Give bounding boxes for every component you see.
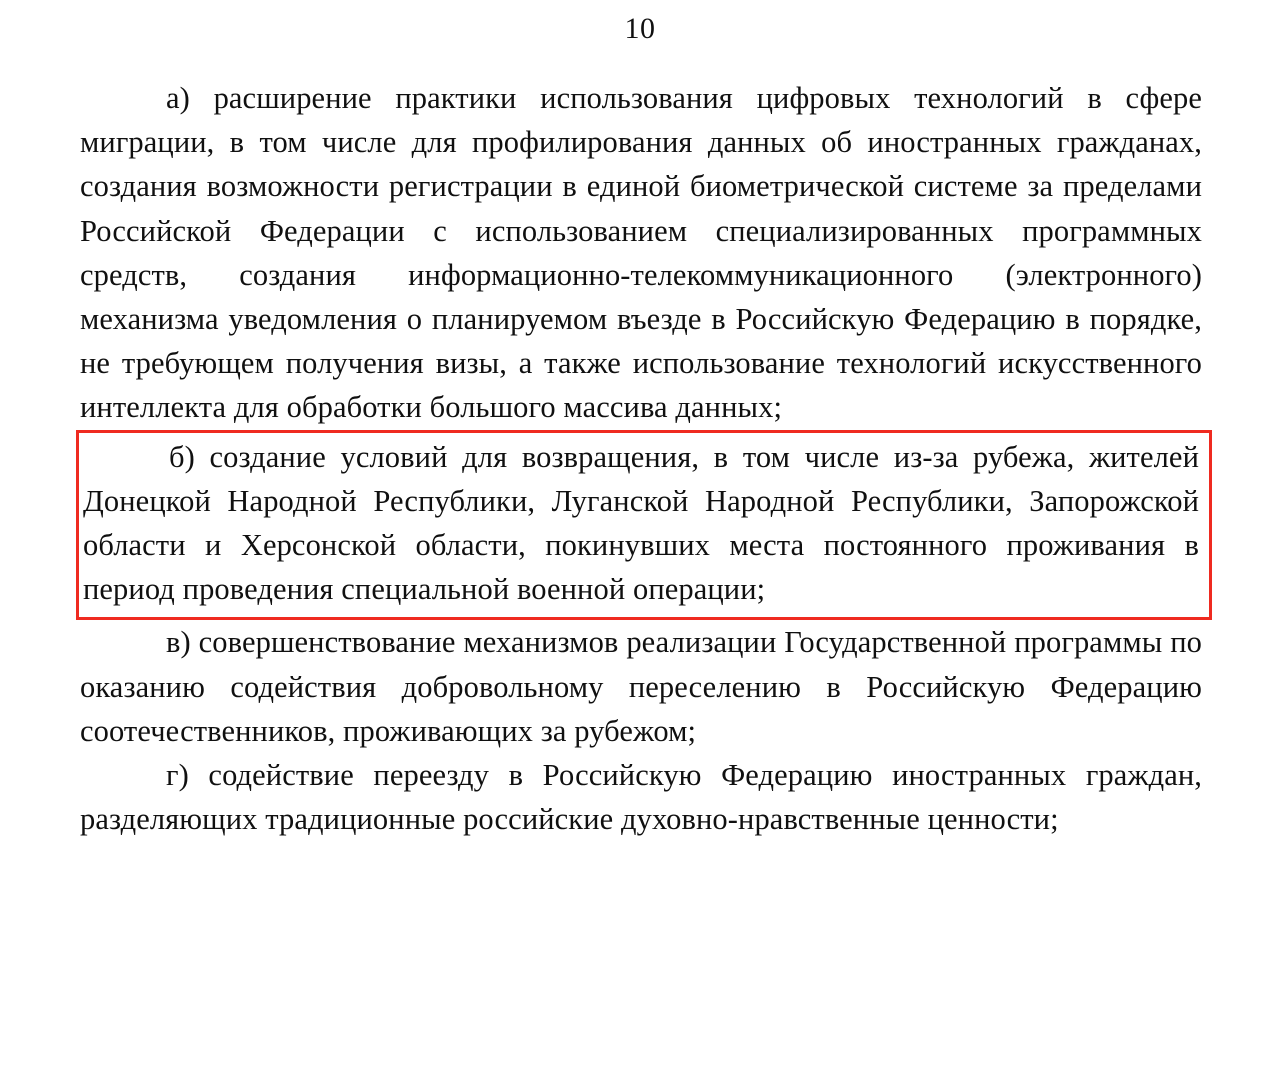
page-number: 10 (624, 12, 656, 45)
paragraph-a: а) расширение практики использования цифровых технологий в сфере миграции, в том числе для профилирования данных об иностранных гражданах, создания возможности регистрации в единой биометрической системе за пределами Российской Федерации с использованием специализированных программных средств, создания информационно-телекоммуникационного (электронного) механизма уведомления о планируемом въезде в Российскую Федерацию в порядке, не требующем получения визы, а также использование технологий искусственного интеллекта для обработки большого массива данных; (80, 81, 1202, 425)
paragraph-b: б) создание условий для возвращения, в том числе из-за рубежа, жителей Донецкой Народной Республики, Луганской Народной Республики, Запорожской области и Херсонской области, покинувших места постоянного проживания в период проведения специальной военной операции; (83, 439, 1199, 607)
paragraph-g: г) содействие переезду в Российскую Федерацию иностранных граждан, разделяющих традиционные российские духовно-нравственные ценности; (80, 758, 1202, 837)
paragraph-v: в) совершенствование механизмов реализации Государственной программы по оказанию содействия добровольному переселению в Российскую Федерацию соотечественников, проживающих за рубежом; (80, 625, 1202, 748)
document-body (0, 44, 1280, 841)
highlight-annotation-box (76, 430, 1212, 621)
